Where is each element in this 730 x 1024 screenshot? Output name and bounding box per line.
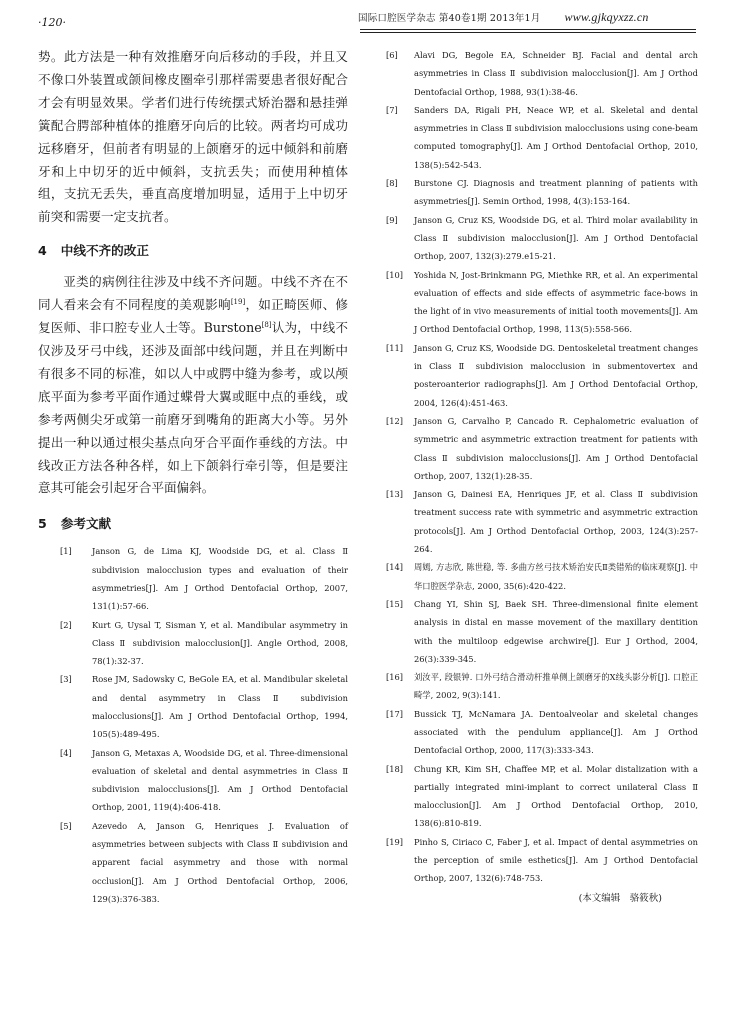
paragraph-2-part-c: 认为，中线不仅涉及牙弓中线，还涉及面部中线问题，并且在判断中有很多不同的标准，如以人中或腭中缝为参考，或以颅底平面为参考平面作通过蝶骨大翼或眶中点的垂线，或参考两侧尖牙或第一前磨牙到嘴角的距离大小等。另外提出一种以通过根尖基点向牙合平面作垂线的方法。中线改正方法各种各样，如上下颌斜行牵引等，但是要注意其可能会引起牙合平面偏斜。 bbox=[38, 320, 349, 496]
body-paragraph-2 bbox=[38, 271, 348, 500]
reference-text: Janson G, Carvalho P, Cancado R. Cephalometric evaluation of symmetric and asymmetric extraction treatment for patients with Class Ⅱ subdivision malocclusions[J]. Am J Orthod Dentofacial Orthop, 2007, 132(1):28-35. bbox=[414, 415, 698, 481]
reference-text: Yoshida N, Jost-Brinkmann PG, Miethke RR, et al. An experimental evaluation of effects and side effects of asymmetric face-bows in the light of in vivo measurements of initial tooth movements[J]. Am J Orthod Dentofacial Orthop, 1998, 113(5):558-566. bbox=[414, 269, 698, 335]
section-4-number: 4 bbox=[38, 243, 47, 259]
reference-item bbox=[386, 485, 698, 558]
reference-item bbox=[386, 760, 698, 833]
reference-label: [12] bbox=[386, 415, 404, 426]
reference-label: [14] bbox=[386, 562, 404, 573]
reference-label: [11] bbox=[386, 342, 404, 353]
reference-item bbox=[386, 668, 698, 705]
reference-item bbox=[386, 412, 698, 485]
section-4-title: 中线不齐的改正 bbox=[60, 243, 149, 259]
reference-text: Azevedo A, Janson G, Henriques J. Evaluation of asymmetries between subjects with Class Ⅱ subdivision and apparent facial asymmetry and those with normal occlusion[J]. Am J Orthod Dentofacial Orthop, 2006, 129(3):376-383. bbox=[92, 820, 348, 904]
right-column bbox=[386, 46, 698, 904]
reference-label: [8] bbox=[386, 178, 398, 189]
reference-item bbox=[386, 339, 698, 412]
reference-label: [15] bbox=[386, 598, 404, 609]
reference-text: 刘汝平, 段银钟. 口外弓结合滑动杆推单侧上颌磨牙的X线头影分析[J]. 口腔正畸学, 2002, 9(3):141. bbox=[414, 672, 698, 701]
reference-label: [18] bbox=[386, 763, 404, 774]
section-5-number: 5 bbox=[38, 516, 47, 532]
reference-text: Pinho S, Ciriaco C, Faber J, et al. Impact of dental asymmetries on the perception of smile esthetics[J]. Am J Orthod Dentofacial Orthop, 2007, 132(6):748-753. bbox=[414, 836, 698, 884]
reference-label: [3] bbox=[60, 674, 72, 685]
reference-text: Janson G, de Lima KJ, Woodside DG, et al. Class Ⅱ subdivision malocclusion types and evaluation of their asymmetries[J]. Am J Orthod Dentofacial Orthop, 2007, 131(1):57-66. bbox=[92, 546, 348, 612]
reference-item bbox=[386, 705, 698, 760]
reference-label: [19] bbox=[386, 836, 404, 847]
section-5-title: 参考文献 bbox=[60, 516, 112, 532]
editor-credit: (本文编辑 骆筱秋) bbox=[578, 892, 662, 904]
body-paragraph-1: 势。此方法是一种有效推磨牙向后移动的手段，并且又不像口外装置或颌间橡皮圈牵引那样需要患者很好配合才会有明显效果。学者们进行传统摆式矫治器和悬挂弹簧配合腭部种植体的推磨牙向后的比较。两者均可成功远移磨牙，但前者有明显的上颌磨牙的远中倾斜和前磨牙和上中切牙的近中倾斜，支抗丢失；而使用种植体组，支抗无丢失，垂直高度增加明显，适用于上中切牙前突和需要一定支抗者。 bbox=[38, 49, 348, 225]
reference-text: Kurt G, Uysal T, Sisman Y, et al. Mandibular asymmetry in Class Ⅱ subdivision malocclusion[J]. Angle Orthod, 2008, 78(1):32-37. bbox=[92, 619, 348, 667]
citation-19: [19] bbox=[230, 297, 246, 306]
paragraph-2-part-b: ，如正畸医师、修复医师、非口腔专业人士等。Burstone bbox=[38, 297, 349, 336]
header-rule-thin bbox=[360, 32, 696, 33]
journal-info: 国际口腔医学杂志 第40卷1期 2013年1月 bbox=[358, 13, 541, 24]
reference-label: [9] bbox=[386, 214, 398, 225]
reference-item bbox=[386, 211, 698, 266]
reference-text: Burstone CJ. Diagnosis and treatment planning of patients with asymmetries[J]. Semin Orthod, 1998, 4(3):153-164. bbox=[414, 178, 698, 207]
reference-text: 周嫣, 方志欣, 陈世稳, 等. 多曲方丝弓技术矫治安氏Ⅱ类错殆的临床观察[J]. 中华口腔医学杂志, 2000, 35(6):420-422. bbox=[414, 562, 698, 591]
reference-text: Janson G, Dainesi EA, Henriques JF, et al. Class Ⅱ subdivision treatment success rate with symmetric and asymmetric extraction protocols[J]. Am J Orthod Dentofacial Orthop, 2003, 124(3):257-264. bbox=[414, 489, 698, 555]
section-4-heading bbox=[38, 240, 348, 259]
reference-label: [13] bbox=[386, 489, 404, 500]
reference-label: [16] bbox=[386, 672, 404, 683]
paragraph-2-part-a: 亚类的病例往往涉及中线不齐问题。中线不齐在不同人看来会有不同程度的美观影响 bbox=[38, 274, 348, 313]
reference-text: Alavi DG, Begole EA, Schneider BJ. Facial and dental arch asymmetries in Class Ⅱ subdivision malocclusion[J]. Am J Orthod Dentofacial Orthop, 1988, 93(1):38-46. bbox=[414, 50, 698, 97]
reference-text: Chung KR, Kim SH, Chaffee MP, et al. Molar distalization with a partially integrated mini-implant to correct unilateral Class Ⅱ malocclusion[J]. Am J Orthod Dentofacial Orthop, 2010, 138(6):810-819. bbox=[414, 763, 698, 829]
reference-item bbox=[386, 266, 698, 339]
reference-item bbox=[386, 174, 698, 211]
reference-item bbox=[38, 817, 348, 908]
reference-label: [2] bbox=[60, 619, 72, 630]
reference-label: [5] bbox=[60, 820, 72, 831]
citation-8: [8] bbox=[261, 320, 272, 329]
reference-item bbox=[386, 46, 698, 101]
reference-text: Janson G, Cruz KS, Woodside DG, et al. Third molar availability in Class Ⅱ subdivision malocclusion[J]. Am J Orthod Dentofacial Orthop, 2007, 132(3):279.e15-21. bbox=[414, 214, 698, 262]
reference-label: [1] bbox=[60, 546, 72, 557]
reference-text: Bussick TJ, McNamara JA. Dentoalveolar and skeletal changes associated with the pendulum appliance[J]. Am J Orthod Dentofacial Orthop, 2000, 117(3):333-343. bbox=[414, 708, 698, 756]
journal-website: www.gjkqyxzz.cn bbox=[564, 10, 649, 24]
reference-item bbox=[386, 101, 698, 174]
header-rule bbox=[360, 29, 696, 30]
reference-item bbox=[386, 595, 698, 668]
reference-text: Rose JM, Sadowsky C, BeGole EA, et al. Mandibular skeletal and dental asymmetry in Class Ⅱ subdivision malocclusions[J]. Am J Orthod Dentofacial Orthop, 1994, 105(5):489-495. bbox=[92, 674, 348, 740]
reference-text: Sanders DA, Rigali PH, Neace WP, et al. Skeletal and dental asymmetries in Class Ⅱ subdivision malocclusions using cone-beam computed tomography[J]. Am J Orthod Dentofacial Orthop, 2010, 138(5):542-543. bbox=[414, 104, 698, 170]
reference-label: [6] bbox=[386, 50, 398, 60]
reference-list-right bbox=[386, 46, 698, 888]
left-column bbox=[38, 46, 348, 908]
reference-text: Janson G, Cruz KS, Woodside DG. Dentoskeletal treatment changes in Class Ⅱ subdivision malocclusion in submentovertex and posteroanterior radiographs[J]. Am J Orthod Dentofacial Orthop, 2004, 126(4):451-463. bbox=[414, 342, 698, 408]
section-5-heading bbox=[38, 513, 348, 532]
reference-text: Chang YI, Shin SJ, Baek SH. Three-dimensional finite element analysis in distal en masse movement of the maxillary dentition with the multiloop edgewise archwire[J]. Eur J Orthod, 2004, 26(3):339-345. bbox=[414, 598, 698, 664]
reference-label: [17] bbox=[386, 708, 404, 719]
reference-text: Janson G, Metaxas A, Woodside DG, et al. Three-dimensional evaluation of skeletal and dental asymmetries in Class Ⅱ subdivision malocclusions[J]. Am J Orthod Dentofacial Orthop, 2001, 119(4):406-418. bbox=[92, 747, 348, 813]
page-number: ·120· bbox=[38, 16, 66, 29]
reference-item bbox=[38, 744, 348, 817]
reference-item bbox=[38, 542, 348, 615]
running-header bbox=[358, 10, 649, 25]
reference-item bbox=[38, 670, 348, 743]
reference-label: [7] bbox=[386, 104, 398, 115]
reference-label: [4] bbox=[60, 747, 72, 758]
reference-list-left bbox=[38, 542, 348, 908]
reference-item bbox=[38, 616, 348, 671]
reference-label: [10] bbox=[386, 269, 404, 280]
reference-item bbox=[386, 558, 698, 595]
reference-item bbox=[386, 833, 698, 888]
